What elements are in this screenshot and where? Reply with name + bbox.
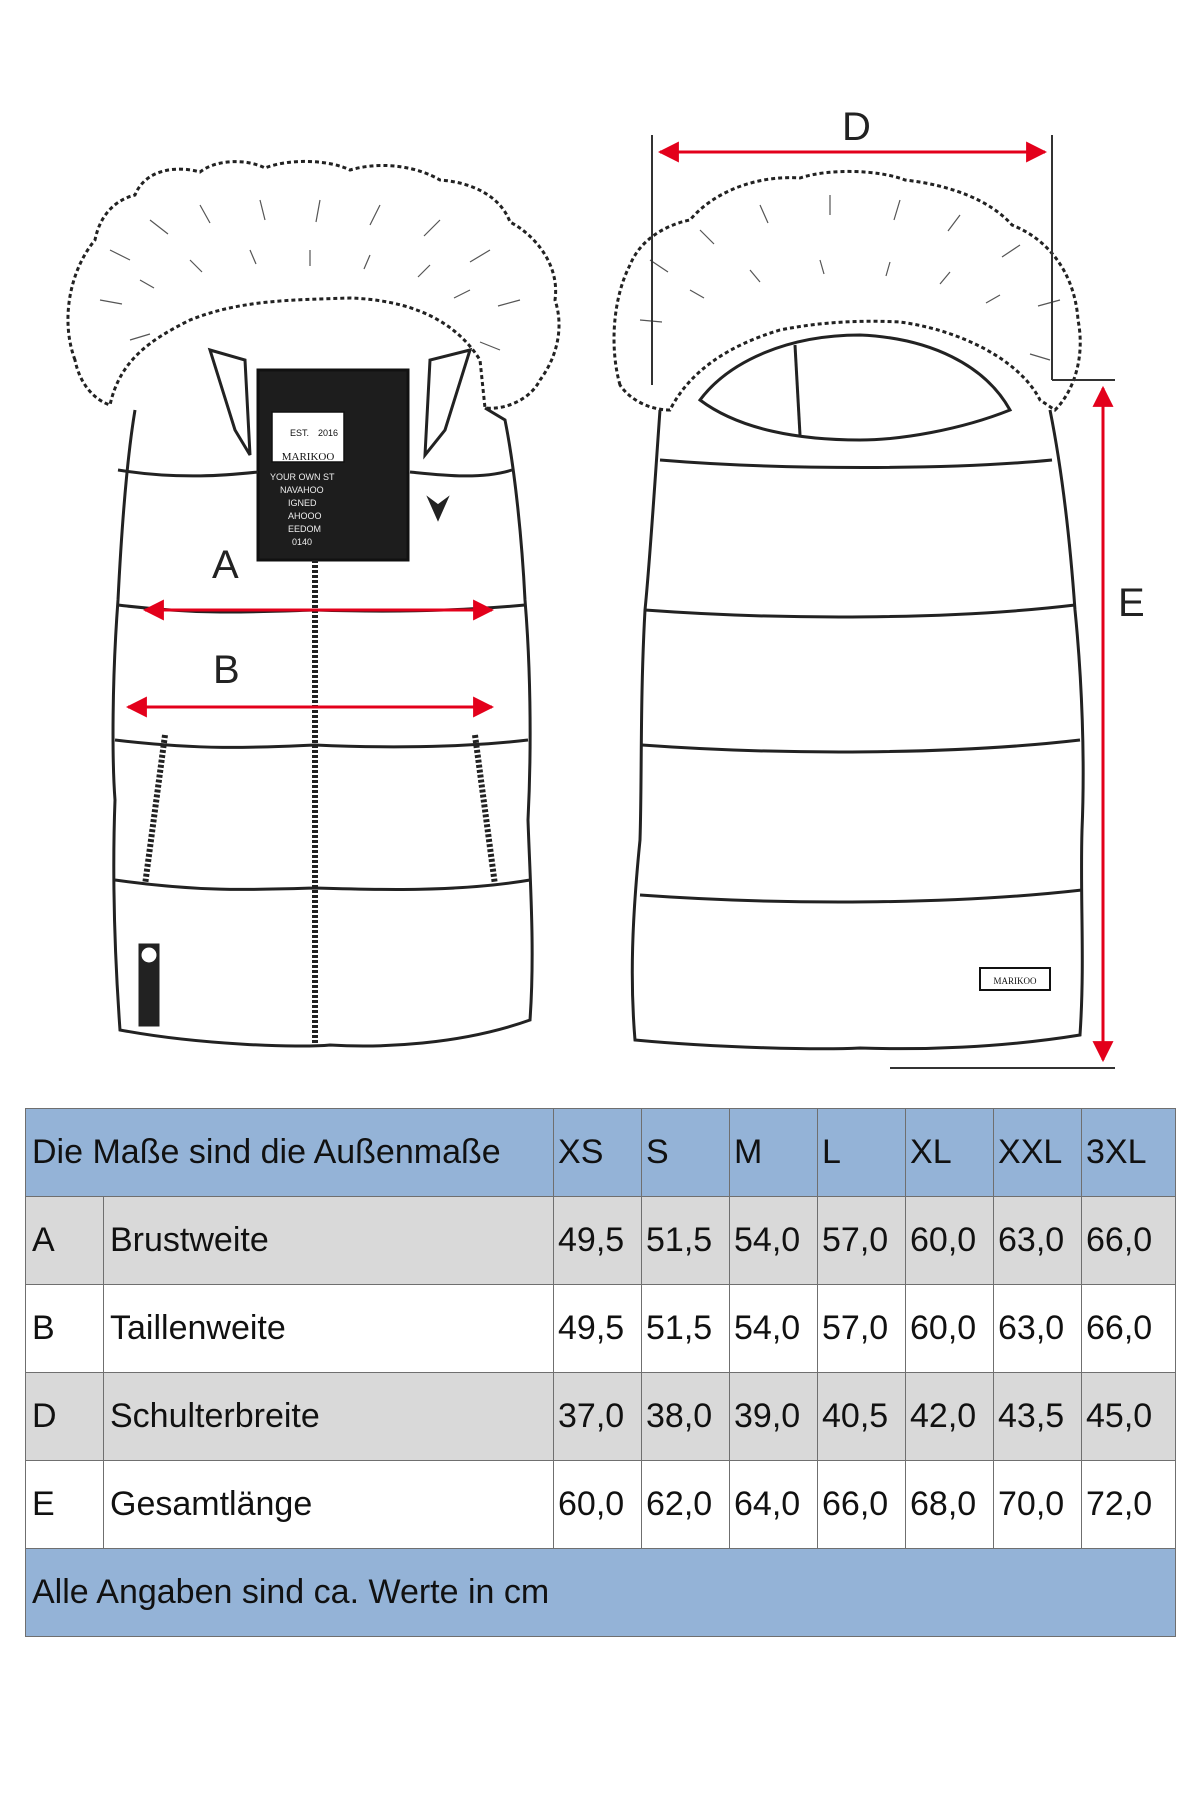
row-value: 49,5 — [554, 1197, 642, 1285]
size-xxl: XXL — [994, 1109, 1082, 1197]
hood-lining-panel — [258, 370, 408, 560]
row-value: 60,0 — [906, 1197, 994, 1285]
front-arrows — [128, 610, 492, 707]
back-inner-hood — [700, 335, 1010, 440]
size-l: L — [818, 1109, 906, 1197]
year-text: 2016 — [318, 428, 339, 438]
row-value: 37,0 — [554, 1373, 642, 1461]
table-row — [26, 1461, 1176, 1549]
svg-text:0140: 0140 — [292, 537, 313, 547]
svg-text:YOUR OWN ST: YOUR OWN ST — [270, 472, 335, 482]
label-e: E — [1118, 581, 1145, 625]
side-tab-button-icon — [140, 946, 158, 964]
row-value: 40,5 — [818, 1373, 906, 1461]
row-value: 70,0 — [994, 1461, 1082, 1549]
row-value: 54,0 — [730, 1285, 818, 1373]
row-label: Taillenweite — [104, 1285, 554, 1373]
row-value: 66,0 — [1082, 1197, 1176, 1285]
size-m: M — [730, 1109, 818, 1197]
label-b: B — [213, 648, 240, 692]
row-key: B — [26, 1285, 104, 1373]
size-s: S — [642, 1109, 730, 1197]
row-key: A — [26, 1197, 104, 1285]
table-row — [26, 1285, 1176, 1373]
row-value: 51,5 — [642, 1197, 730, 1285]
row-value: 60,0 — [906, 1285, 994, 1373]
size-xs: XS — [554, 1109, 642, 1197]
right-pocket — [475, 735, 495, 885]
table-footer-row — [26, 1549, 1176, 1637]
row-label: Brustweite — [104, 1197, 554, 1285]
row-value: 64,0 — [730, 1461, 818, 1549]
svg-text:NAVAHOO: NAVAHOO — [280, 485, 324, 495]
row-label: Schulterbreite — [104, 1373, 554, 1461]
svg-text:IGNED: IGNED — [288, 498, 317, 508]
back-hood-seam — [795, 345, 800, 435]
svg-text:EEDOM: EEDOM — [288, 524, 322, 534]
row-value: 54,0 — [730, 1197, 818, 1285]
row-value: 43,5 — [994, 1373, 1082, 1461]
row-value: 66,0 — [1082, 1285, 1176, 1373]
table-footer-note: Alle Angaben sind ca. Werte in cm — [26, 1549, 1176, 1637]
row-key: E — [26, 1461, 104, 1549]
back-guides — [652, 135, 1115, 1068]
row-value: 66,0 — [818, 1461, 906, 1549]
row-value: 72,0 — [1082, 1461, 1176, 1549]
row-value: 39,0 — [730, 1373, 818, 1461]
back-patch-text: MARIKOO — [993, 976, 1037, 986]
back-arrows — [660, 152, 1103, 1060]
table-row — [26, 1373, 1176, 1461]
row-value: 51,5 — [642, 1285, 730, 1373]
row-value: 68,0 — [906, 1461, 994, 1549]
back-body-outline — [632, 410, 1083, 1049]
label-d: D — [842, 105, 871, 149]
size-chart-table — [25, 1108, 1176, 1637]
brand-text: MARIKOO — [281, 451, 335, 463]
row-value: 57,0 — [818, 1285, 906, 1373]
size-3xl: 3XL — [1082, 1109, 1176, 1197]
row-value: 49,5 — [554, 1285, 642, 1373]
row-label: Gesamtlänge — [104, 1461, 554, 1549]
row-value: 60,0 — [554, 1461, 642, 1549]
chest-logo-icon — [430, 500, 446, 518]
label-a: A — [212, 543, 239, 587]
back-quilt-seams — [640, 460, 1082, 902]
back-fur-hood — [614, 171, 1080, 410]
est-text: EST. — [290, 428, 310, 438]
table-caption: Die Maße sind die Außenmaße — [26, 1109, 554, 1197]
front-fur-texture — [100, 200, 520, 350]
front-view-vest — [68, 161, 559, 1046]
row-value: 63,0 — [994, 1197, 1082, 1285]
row-key: D — [26, 1373, 104, 1461]
table-row — [26, 1197, 1176, 1285]
row-value: 38,0 — [642, 1373, 730, 1461]
row-value: 57,0 — [818, 1197, 906, 1285]
left-pocket — [145, 735, 165, 885]
table-header-row — [26, 1109, 1176, 1197]
size-xl: XL — [906, 1109, 994, 1197]
svg-text:AHOOO: AHOOO — [288, 511, 322, 521]
row-value: 63,0 — [994, 1285, 1082, 1373]
row-value: 45,0 — [1082, 1373, 1176, 1461]
row-value: 42,0 — [906, 1373, 994, 1461]
back-view-vest — [614, 171, 1083, 1048]
row-value: 62,0 — [642, 1461, 730, 1549]
